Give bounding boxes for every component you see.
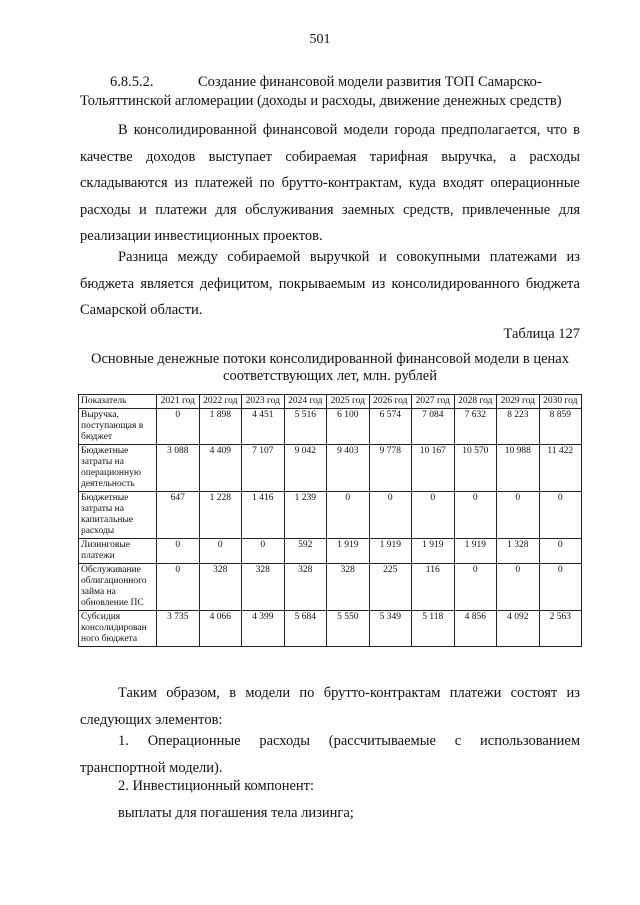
table-cell: 1 898 [199, 409, 242, 445]
table-cell: 3 088 [157, 445, 200, 492]
table-cell: 0 [454, 564, 497, 611]
header-year: 2024 год [284, 395, 327, 409]
header-year: 2021 год [157, 395, 200, 409]
list-item-investment: 2. Инвестиционный компонент: [118, 778, 315, 794]
paragraph-financial-model: В консолидированной финансовой модели города предполагается, что в качестве доходов выступает собираемая тарифная выручка, а расходы складываются из платежей по брутто-контрактам, куда входят операционные расходы и платежи для обслуживания заемных средств, привлеченные для реализации инвестиционных проектов. [80, 122, 580, 244]
row-label: Субсидия консолидирован ного бюджета [79, 611, 157, 647]
row-label: Бюджетные затраты на операционную деятельность [79, 445, 157, 492]
table-cell: 5 349 [369, 611, 412, 647]
table-cell: 10 988 [497, 445, 540, 492]
table-cell: 11 422 [539, 445, 582, 492]
header-year: 2028 год [454, 395, 497, 409]
row-label: Выручка, поступающая в бюджет [79, 409, 157, 445]
table-cell: 7 632 [454, 409, 497, 445]
header-year: 2022 год [199, 395, 242, 409]
table-cell: 1 919 [454, 539, 497, 564]
section-title-line-2: Тольяттинской агломерации (доходы и расходы, движение денежных средств) [80, 93, 562, 109]
table-cell: 0 [539, 539, 582, 564]
row-label: Бюджетные затраты на капитальные расходы [79, 492, 157, 539]
table-cell: 5 684 [284, 611, 327, 647]
table-cell: 5 118 [412, 611, 455, 647]
table-cell: 1 919 [369, 539, 412, 564]
table-cell: 8 859 [539, 409, 582, 445]
paragraph-elements: Таким образом, в модели по брутто-контрактам платежи состоят из следующих элементов: [80, 685, 580, 728]
header-year: 2027 год [412, 395, 455, 409]
table-cell: 1 239 [284, 492, 327, 539]
header-year: 2023 год [242, 395, 285, 409]
table-cell: 0 [539, 492, 582, 539]
paragraph-deficit: Разница между собираемой выручкой и совокупными платежами из бюджета является дефицитом, покрываемым из консолидированного бюджета Самарской области. [80, 249, 580, 318]
table-cell: 5 550 [327, 611, 370, 647]
table-cell: 7 084 [412, 409, 455, 445]
table-cell: 10 570 [454, 445, 497, 492]
table-cell: 4 092 [497, 611, 540, 647]
header-year: 2026 год [369, 395, 412, 409]
page-number: 501 [309, 32, 331, 47]
table-cell: 1 919 [412, 539, 455, 564]
table-cell: 328 [242, 564, 285, 611]
table-cell: 0 [454, 492, 497, 539]
table-cell: 1 228 [199, 492, 242, 539]
table-cell: 4 856 [454, 611, 497, 647]
table-cell: 9 403 [327, 445, 370, 492]
header-year: 2029 год [497, 395, 540, 409]
table-row [79, 564, 582, 611]
table-cell: 4 409 [199, 445, 242, 492]
table-row [79, 539, 582, 564]
table-cell: 328 [199, 564, 242, 611]
table-cell: 0 [157, 564, 200, 611]
header-indicator: Показатель [79, 395, 157, 409]
table-cell: 225 [369, 564, 412, 611]
table-cell: 647 [157, 492, 200, 539]
table-cell: 1 919 [327, 539, 370, 564]
table-cell: 0 [157, 409, 200, 445]
table-cell: 2 563 [539, 611, 582, 647]
table-cell: 0 [327, 492, 370, 539]
list-item-operational: 1. Операционные расходы (рассчитываемые с использованием транспортной модели). [80, 733, 580, 776]
table-cell: 0 [157, 539, 200, 564]
table-cell: 328 [284, 564, 327, 611]
table-cell: 0 [242, 539, 285, 564]
table-cell: 6 574 [369, 409, 412, 445]
table-row [79, 611, 582, 647]
table-header-row [79, 395, 582, 409]
table-cell: 4 066 [199, 611, 242, 647]
table-caption: Основные денежные потоки консолидированной финансовой модели в ценах соответствующих лет, млн. рублей [91, 351, 569, 384]
table-row [79, 445, 582, 492]
table-cell: 5 516 [284, 409, 327, 445]
table-cell: 592 [284, 539, 327, 564]
row-label: Лизинговые платежи [79, 539, 157, 564]
table-row [79, 409, 582, 445]
section-title-line-1: Создание финансовой модели развития ТОП Самарско- [198, 74, 542, 90]
table-cell: 0 [497, 564, 540, 611]
table-cell: 9 778 [369, 445, 412, 492]
cashflow-table [78, 394, 582, 647]
table-cell: 3 735 [157, 611, 200, 647]
table-row [79, 492, 582, 539]
table-cell: 0 [539, 564, 582, 611]
table-cell: 0 [497, 492, 540, 539]
list-item-leasing: выплаты для погашения тела лизинга; [118, 805, 354, 821]
table-cell: 10 167 [412, 445, 455, 492]
table-cell: 328 [327, 564, 370, 611]
header-year: 2030 год [539, 395, 582, 409]
table-cell: 7 107 [242, 445, 285, 492]
header-year: 2025 год [327, 395, 370, 409]
table-label: Таблица 127 [503, 326, 580, 342]
table-cell: 4 399 [242, 611, 285, 647]
table-cell: 6 100 [327, 409, 370, 445]
table-cell: 8 223 [497, 409, 540, 445]
table-cell: 0 [369, 492, 412, 539]
table-cell: 0 [412, 492, 455, 539]
section-number: 6.8.5.2. [110, 74, 154, 90]
table-cell: 116 [412, 564, 455, 611]
table-cell: 0 [199, 539, 242, 564]
table-cell: 4 451 [242, 409, 285, 445]
table-cell: 1 416 [242, 492, 285, 539]
row-label: Обслуживание облигационного займа на обновление ПС [79, 564, 157, 611]
table-cell: 9 042 [284, 445, 327, 492]
table-cell: 1 328 [497, 539, 540, 564]
